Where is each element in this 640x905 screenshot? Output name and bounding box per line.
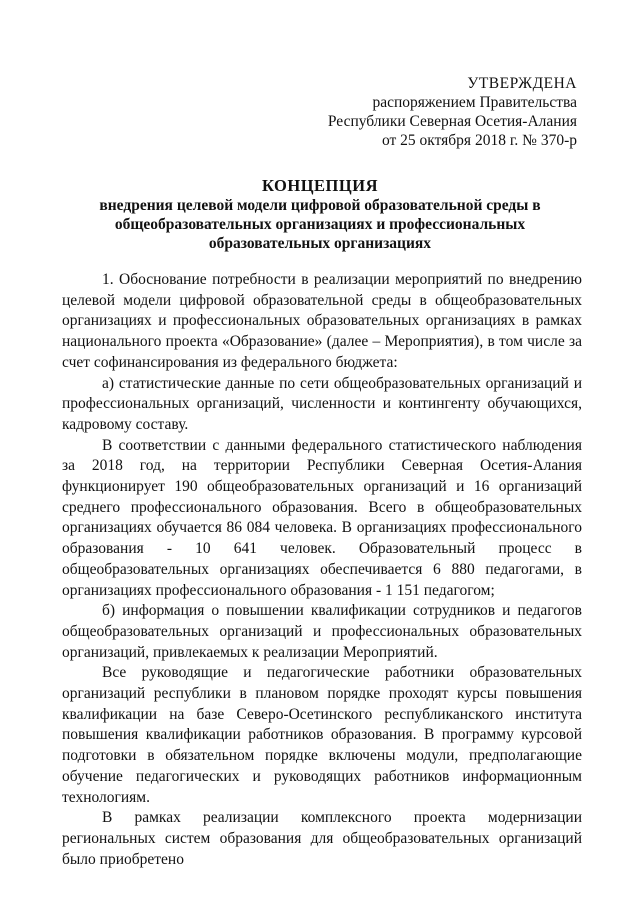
paragraph-statistics: В соответствии с данными федерального статистического наблюдения за 2018 год, на территории Республики Северная Осетия-Алания функционирует 190 общеобразовательных организаций и 16 организаций среднего профессионального образования. Всего в общеобразовательных организациях обучается 86 084 человека. В организациях профессионального образования - 10 641 человек. Образовательный процесс в общеобразовательных организациях обеспечивается 6 880 педагогами, в организациях профессионального образования - 1 151 педагогом; (62, 436, 582, 599)
document-title: КОНЦЕПЦИЯ (262, 176, 378, 195)
paragraph-statistics-intro: а) статистические данные по сети общеобразовательных организаций и профессиональных организаций, численности и контингенту обучающихся, кадровому составу. (62, 374, 582, 433)
approval-line-3: от 25 октября 2018 г. № 370-р (381, 132, 577, 149)
paragraph-qualification-intro: б) информация о повышении квалификации сотрудников и педагогов общеобразовательных организаций и профессиональных образовательных организаций, привлекаемых к реализации Мероприятий. (62, 602, 582, 661)
approval-title: УТВЕРЖДЕНА (467, 75, 577, 92)
approval-line-1: распоряжением Правительства (372, 94, 577, 111)
document-body (62, 270, 582, 870)
paragraph-justification: 1. Обоснование потребности в реализации мероприятий по внедрению целевой модели цифровой образовательной среды в общеобразовательных организациях и профессиональных образовательных организациях в рамках национального проекта «Образование» (далее – Мероприятия), в том числе за счет софинансирования из федерального бюджета: (62, 271, 582, 371)
document-subtitle: внедрения целевой модели цифровой образовательной среды в общеобразовательных организациях и профессиональных образовательных организациях (99, 197, 541, 252)
paragraph-modernization: В рамках реализации комплексного проекта модернизации региональных систем образования для общеобразовательных организаций было приобретено (62, 809, 582, 868)
paragraph-qualification: Все руководящие и педагогические работники образовательных организаций республики в плановом порядке проходят курсы повышения квалификации на базе Северо-Осетинского республиканского института повышения квалификации работников образования. В программу курсовой подготовки в обязательном порядке включены модули, предполагающие обучение педагогических и руководящих работников информационным технологиям. (62, 664, 582, 806)
approval-stamp (328, 74, 577, 150)
approval-line-2: Республики Северная Осетия-Алания (327, 113, 577, 130)
